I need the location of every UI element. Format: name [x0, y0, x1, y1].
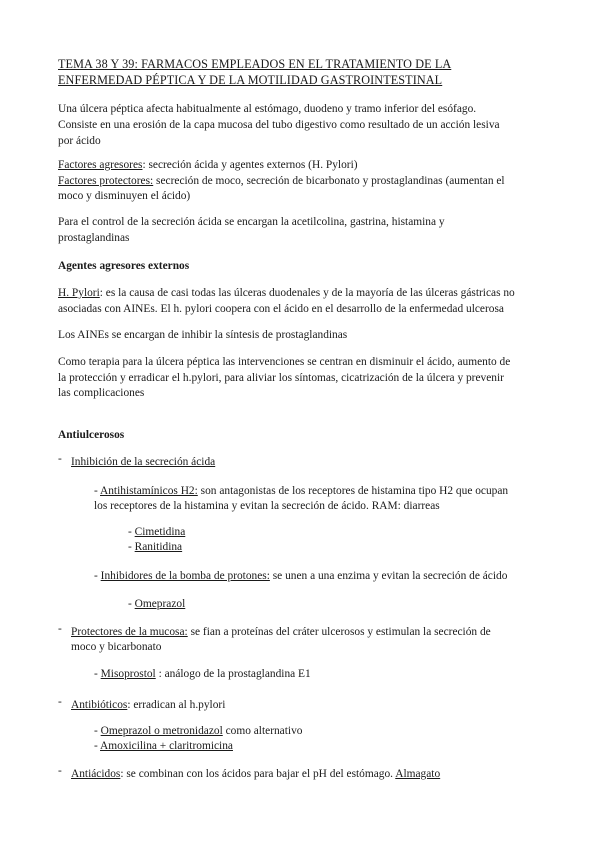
antihistaminicos-line-1	[94, 484, 508, 500]
misoprostol-label: Misoprostol	[100, 668, 156, 680]
protectores-mucosa-line-1	[71, 625, 491, 641]
cimetidina-label: Cimetidina	[134, 526, 186, 538]
antihistaminicos-prefix: -	[94, 485, 101, 497]
omeprazol-prefix: -	[128, 598, 135, 610]
cimetidina-item	[128, 525, 185, 541]
control-line-1: Para el control de la secreción ácida se encargan la acetilcolina, gastrina, histamina y	[58, 216, 445, 228]
ab2-label: Amoxicilina + claritromicina	[100, 740, 233, 752]
intro-line-3: por ácido	[58, 135, 101, 147]
factores-agresores-line	[58, 158, 358, 174]
pylori-line-2: asociadas con AINEs. El h. pylori coopera con el ácido en el desarrollo de la enfermedad ulcerosa	[58, 303, 504, 315]
almagato-label: Almagato	[395, 768, 441, 780]
intro-line-2: Consiste en una erosión de la capa mucosa del tubo digestivo como resultado de un acción lesiva	[58, 119, 500, 131]
ranitidina-label: Ranitidina	[134, 541, 183, 553]
misoprostol-prefix: -	[94, 668, 101, 680]
antihistaminicos-line-2: los receptores de la histamina y evitan la secreción de ácido. RAM: diarreas	[94, 500, 440, 512]
omeprazol-label: Omeprazol	[134, 598, 186, 610]
antiulcerosos-heading: Antiulcerosos	[58, 429, 125, 441]
antiacidos-line	[71, 767, 440, 783]
antibioticos-text: : erradican al h.pylori	[127, 699, 226, 711]
factores-protectores-line-2: moco y disminuyen el ácido)	[58, 190, 191, 202]
antibiotico-option-2	[94, 739, 233, 755]
pylori-label: H. Pylori	[58, 287, 100, 299]
document-title-line-2: ENFERMEDAD PÉPTICA Y DE LA MOTILIDAD GASTROINTESTINAL	[58, 73, 443, 87]
inhibicion-heading: Inhibición de la secreción ácida	[71, 456, 216, 468]
factores-agresores-text: : secreción ácida y agentes externos (H. Pylori)	[142, 159, 358, 171]
antiacidos-label: Antiácidos	[71, 768, 121, 780]
terapia-line-2: la protección y erradicar el h.pylori, para aliviar los síntomas, cicatrización de la úlcera y prevenir	[58, 372, 504, 384]
ab1-prefix: -	[94, 725, 101, 737]
antibioticos-line	[71, 698, 225, 714]
misoprostol-item	[94, 667, 311, 683]
intro-line-1: Una úlcera péptica afecta habitualmente al estómago, duodeno y tramo inferior del esófago.	[58, 103, 477, 115]
ranitidina-item	[128, 540, 182, 556]
ab1-label: Omeprazol o metronidazol	[100, 725, 223, 737]
ab1-text: como alternativo	[222, 725, 303, 737]
pylori-line-1	[58, 286, 515, 302]
protectores-mucosa-label: Protectores de la mucosa:	[71, 626, 188, 638]
factores-protectores-line	[58, 174, 505, 190]
terapia-line-3: las complicaciones	[58, 387, 145, 399]
factores-agresores-label: Factores agresores	[58, 159, 143, 171]
protectores-mucosa-line-2: moco y bicarbonato	[71, 641, 162, 653]
antihistaminicos-label: Antihistamínicos H2:	[100, 485, 198, 497]
aines-line: Los AINEs se encargan de inhibir la síntesis de prostaglandinas	[58, 329, 348, 341]
bomba-label: Inhibidores de la bomba de protones:	[100, 570, 270, 582]
bomba-text: se unen a una enzima y evitan la secreción de ácido	[269, 570, 508, 582]
protectores-mucosa-text: se fian a proteínas del cráter ulcerosos y estimulan la secreción de	[187, 626, 491, 638]
antibiotico-option-1	[94, 724, 302, 740]
bullet-dash: -	[58, 765, 62, 777]
cimetidina-prefix: -	[128, 526, 135, 538]
factores-protectores-label: Factores protectores:	[58, 175, 154, 187]
bullet-dash: -	[58, 453, 62, 465]
ranitidina-prefix: -	[128, 541, 135, 553]
agentes-heading: Agentes agresores externos	[58, 260, 190, 272]
antiacidos-text: : se combinan con los ácidos para bajar el pH del estómago.	[120, 768, 396, 780]
factores-protectores-text: secreción de moco, secreción de bicarbonato y prostaglandinas (aumentan el	[153, 175, 505, 187]
misoprostol-text: : análogo de la prostaglandina E1	[155, 668, 311, 680]
bomba-protones-line	[94, 569, 507, 585]
omeprazol-item	[128, 597, 185, 613]
bullet-dash: -	[58, 696, 62, 708]
ab2-prefix: -	[94, 740, 101, 752]
antihistaminicos-text: son antagonistas de los receptores de histamina tipo H2 que ocupan	[197, 485, 509, 497]
pylori-text: : es la causa de casi todas las úlceras duodenales y de la mayoría de las úlceras gástricas no	[99, 287, 515, 299]
antibioticos-label: Antibióticos	[71, 699, 128, 711]
bomba-prefix: -	[94, 570, 101, 582]
bullet-dash: -	[58, 623, 62, 635]
document-title-line-1: TEMA 38 Y 39: FARMACOS EMPLEADOS EN EL TRATAMIENTO DE LA	[58, 57, 452, 71]
terapia-line-1: Como terapia para la úlcera péptica las intervenciones se centran en disminuir el ácido, aumento de	[58, 356, 511, 368]
control-line-2: prostaglandinas	[58, 232, 130, 244]
